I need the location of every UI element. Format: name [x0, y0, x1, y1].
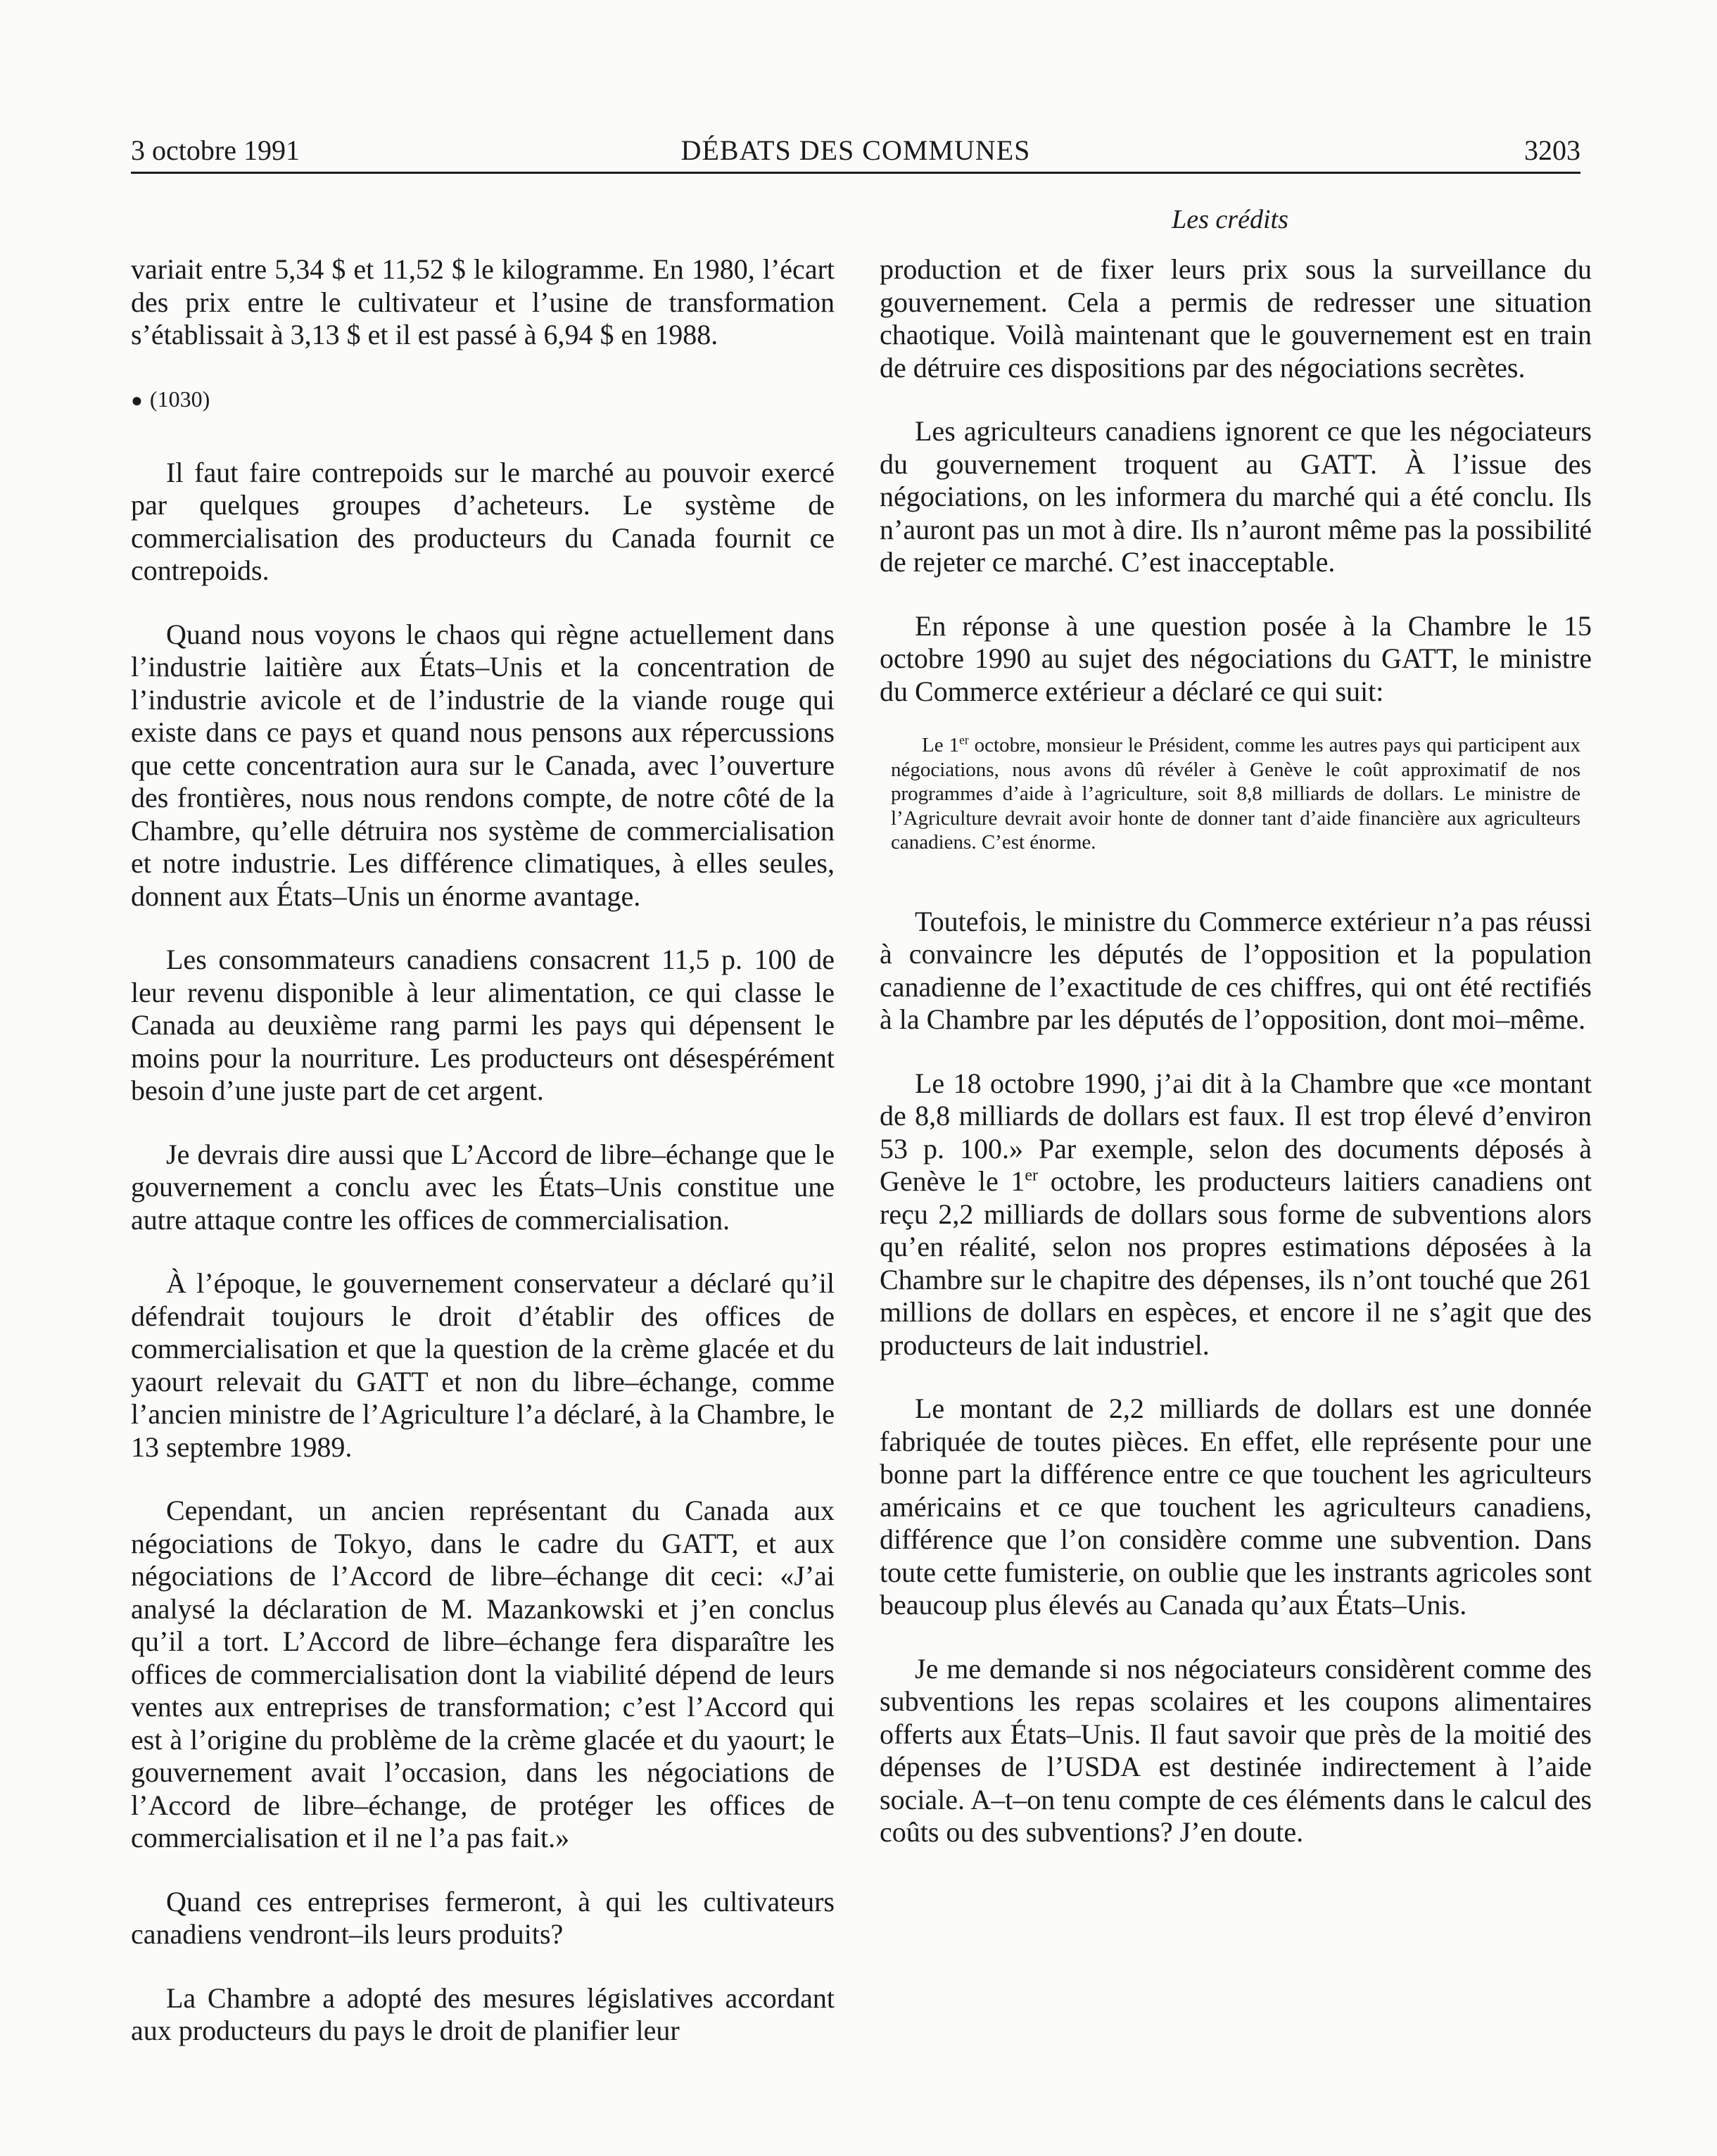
paragraph: À l’époque, le gouvernement conservateur a déclaré qu’il défendrait toujours le droit d’établir des offices de commercialisation et que la question de la crème glacée et du yaourt relevait du GATT et non du libre–échange, comme l’ancien ministre de l’Agriculture l’a déclaré, à la Chambre, le 13 septembre 1989.	[131, 1267, 835, 1463]
quote-text: octobre, monsieur le Président, comme les autres pays qui participent aux négociations, nous avons dû révéler à Genève le coût approximatif de nos programmes d’aide à l’agriculture, soit 8,8 milliards de dollars. Le ministre de l’Agriculture devrait avoir honte de donner tant d’aide financière aux agriculteurs canadiens. C’est énorme.	[891, 734, 1580, 854]
paragraph: Les agriculteurs canadiens ignorent ce que les négociateurs du gouvernement troquent au GATT. À l’issue des négociations, on les informera du marché qui a été conclu. Ils n’auront pas un mot à dire. Ils n’auront même pas la possibilité de rejeter ce marché. C’est inacceptable.	[880, 415, 1592, 578]
paragraph: La Chambre a adopté des mesures législatives accordant aux producteurs du pays le droit de planifier leur	[131, 1981, 835, 2046]
paragraph	[880, 1067, 1592, 1362]
paragraph: Il faut faire contrepoids sur le marché au pouvoir exercé par quelques groupes d’acheteurs. Le système de commercialisation des producteurs du Canada fournit ce contrepoids.	[131, 456, 835, 586]
bullet-icon: ●	[131, 389, 143, 412]
paragraph: En réponse à une question posée à la Chambre le 15 octobre 1990 au sujet des négociations du GATT, le ministre du Commerce extérieur a déclaré ce qui suit:	[880, 609, 1592, 707]
paragraph-text: octobre, les producteurs laitiers canadiens ont reçu 2,2 milliards de dollars sous forme de subventions alors qu’en réalité, selon nos propres estimations déposées à la Chambre sur le chapitre des dépenses, ils n’ont touché que 261 millions de dollars en espèces, et encore il ne s’agit que des producteurs de lait industriel.	[880, 1165, 1592, 1361]
time-marker	[131, 383, 835, 417]
quote-text: Le 1	[922, 734, 960, 756]
paragraph: Le montant de 2,2 milliards de dollars est une donnée fabriquée de toutes pièces. En effet, elle représente pour une bonne part la différence entre ce que touchent les agriculteurs américains et ce que touchent les agriculteurs canadiens, différence que l’on considère comme une subvention. Dans toute cette fumisterie, on oublie que les instrants agricoles sont beaucoup plus élevés au Canada qu’aux États–Unis.	[880, 1393, 1592, 1621]
time-marker-text: (1030)	[149, 386, 210, 412]
paragraph: variait entre 5,34 $ et 11,52 $ le kilogramme. En 1980, l’écart des prix entre le cultivateur et l’usine de transformation s’établissait à 3,13 $ et il est passé à 6,94 $ en 1988.	[131, 253, 835, 350]
right-column	[880, 253, 1592, 1880]
paragraph-text: Le 18 octobre 1990, j’ai dit à la Chambre que «ce montant de 8,8 milliards de dollars est faux. Il est trop élevé d’environ 53 p. 100.» Par exemple, selon des documents déposés à Genève le 1	[880, 1067, 1592, 1197]
paragraph: Je devrais dire aussi que L’Accord de libre–échange que le gouvernement a conclu avec les États–Unis constitue une autre attaque contre les offices de commercialisation.	[131, 1138, 835, 1236]
paragraph: Toutefois, le ministre du Commerce extérieur n’a pas réussi à convaincre les députés de l’opposition et la population canadienne de l’exactitude de ces chiffres, qui ont été rectifiés à la Chambre par les députés de l’opposition, dont moi–même.	[880, 905, 1592, 1035]
superscript: er	[1025, 1166, 1039, 1185]
paragraph: Quand ces entreprises fermeront, à qui les cultivateurs canadiens vendront–ils leurs produits?	[131, 1885, 835, 1950]
page-header	[131, 129, 1580, 174]
block-quote	[891, 733, 1580, 855]
paragraph: Les consommateurs canadiens consacrent 11,5 p. 100 de leur revenu disponible à leur alimentation, ce qui classe le Canada au deuxième rang parmi les pays qui dépensent le moins pour la nourriture. Les producteurs ont désespérément besoin d’une juste part de cet argent.	[131, 944, 835, 1106]
section-heading: Les crédits	[1172, 205, 1288, 234]
page-number: 3203	[1524, 134, 1580, 166]
header-date: 3 octobre 1991	[131, 134, 300, 166]
paragraph: production et de fixer leurs prix sous la surveillance du gouvernement. Cela a permis de redresser une situation chaotique. Voilà maintenant que le gouvernement est en train de détruire ces dispositions par des négociations secrètes.	[880, 253, 1592, 383]
left-column	[131, 253, 835, 2079]
paragraph: Quand nous voyons le chaos qui règne actuellement dans l’industrie laitière aux États–Unis et la concentration de l’industrie avicole et de l’industrie de la viande rouge qui existe dans ce pays et quand nous pensons aux répercussions que cette concentration aura sur le Canada, avec l’ouverture des frontières, nous nous rendons compte, de notre côté de la Chambre, qu’elle détruira nos système de commercialisation et notre industrie. Les différence climatiques, à elles seules, donnent aux États–Unis un énorme avantage.	[131, 618, 835, 912]
publication-title: DÉBATS DES COMMUNES	[680, 134, 1031, 166]
paragraph: Cependant, un ancien représentant du Canada aux négociations de Tokyo, dans le cadre du GATT, et aux négociations de l’Accord de libre–échange dit ceci: «J’ai analysé la déclaration de M. Mazankowski et j’en conclus qu’il a tort. L’Accord de libre–échange fera disparaître les offices de commercialisation dont la viabilité dépend de leurs ventes aux entreprises de transformation; c’est l’Accord qui est à l’origine du problème de la crème glacée et du yaourt; le gouvernement avait l’occasion, dans les négociations de l’Accord de libre–échange, de protéger les offices de commercialisation et il ne l’a pas fait.»	[131, 1495, 835, 1853]
paragraph: Je me demande si nos négociateurs considèrent comme des subventions les repas scolaires et les coupons alimentaires offerts aux États–Unis. Il faut savoir que près de la moitié des dépenses de l’USDA est destinée indirectement à l’aide sociale. A–t–on tenu compte de ces éléments dans le calcul des coûts ou des subventions? J’en doute.	[880, 1652, 1592, 1848]
superscript: er	[959, 733, 969, 747]
